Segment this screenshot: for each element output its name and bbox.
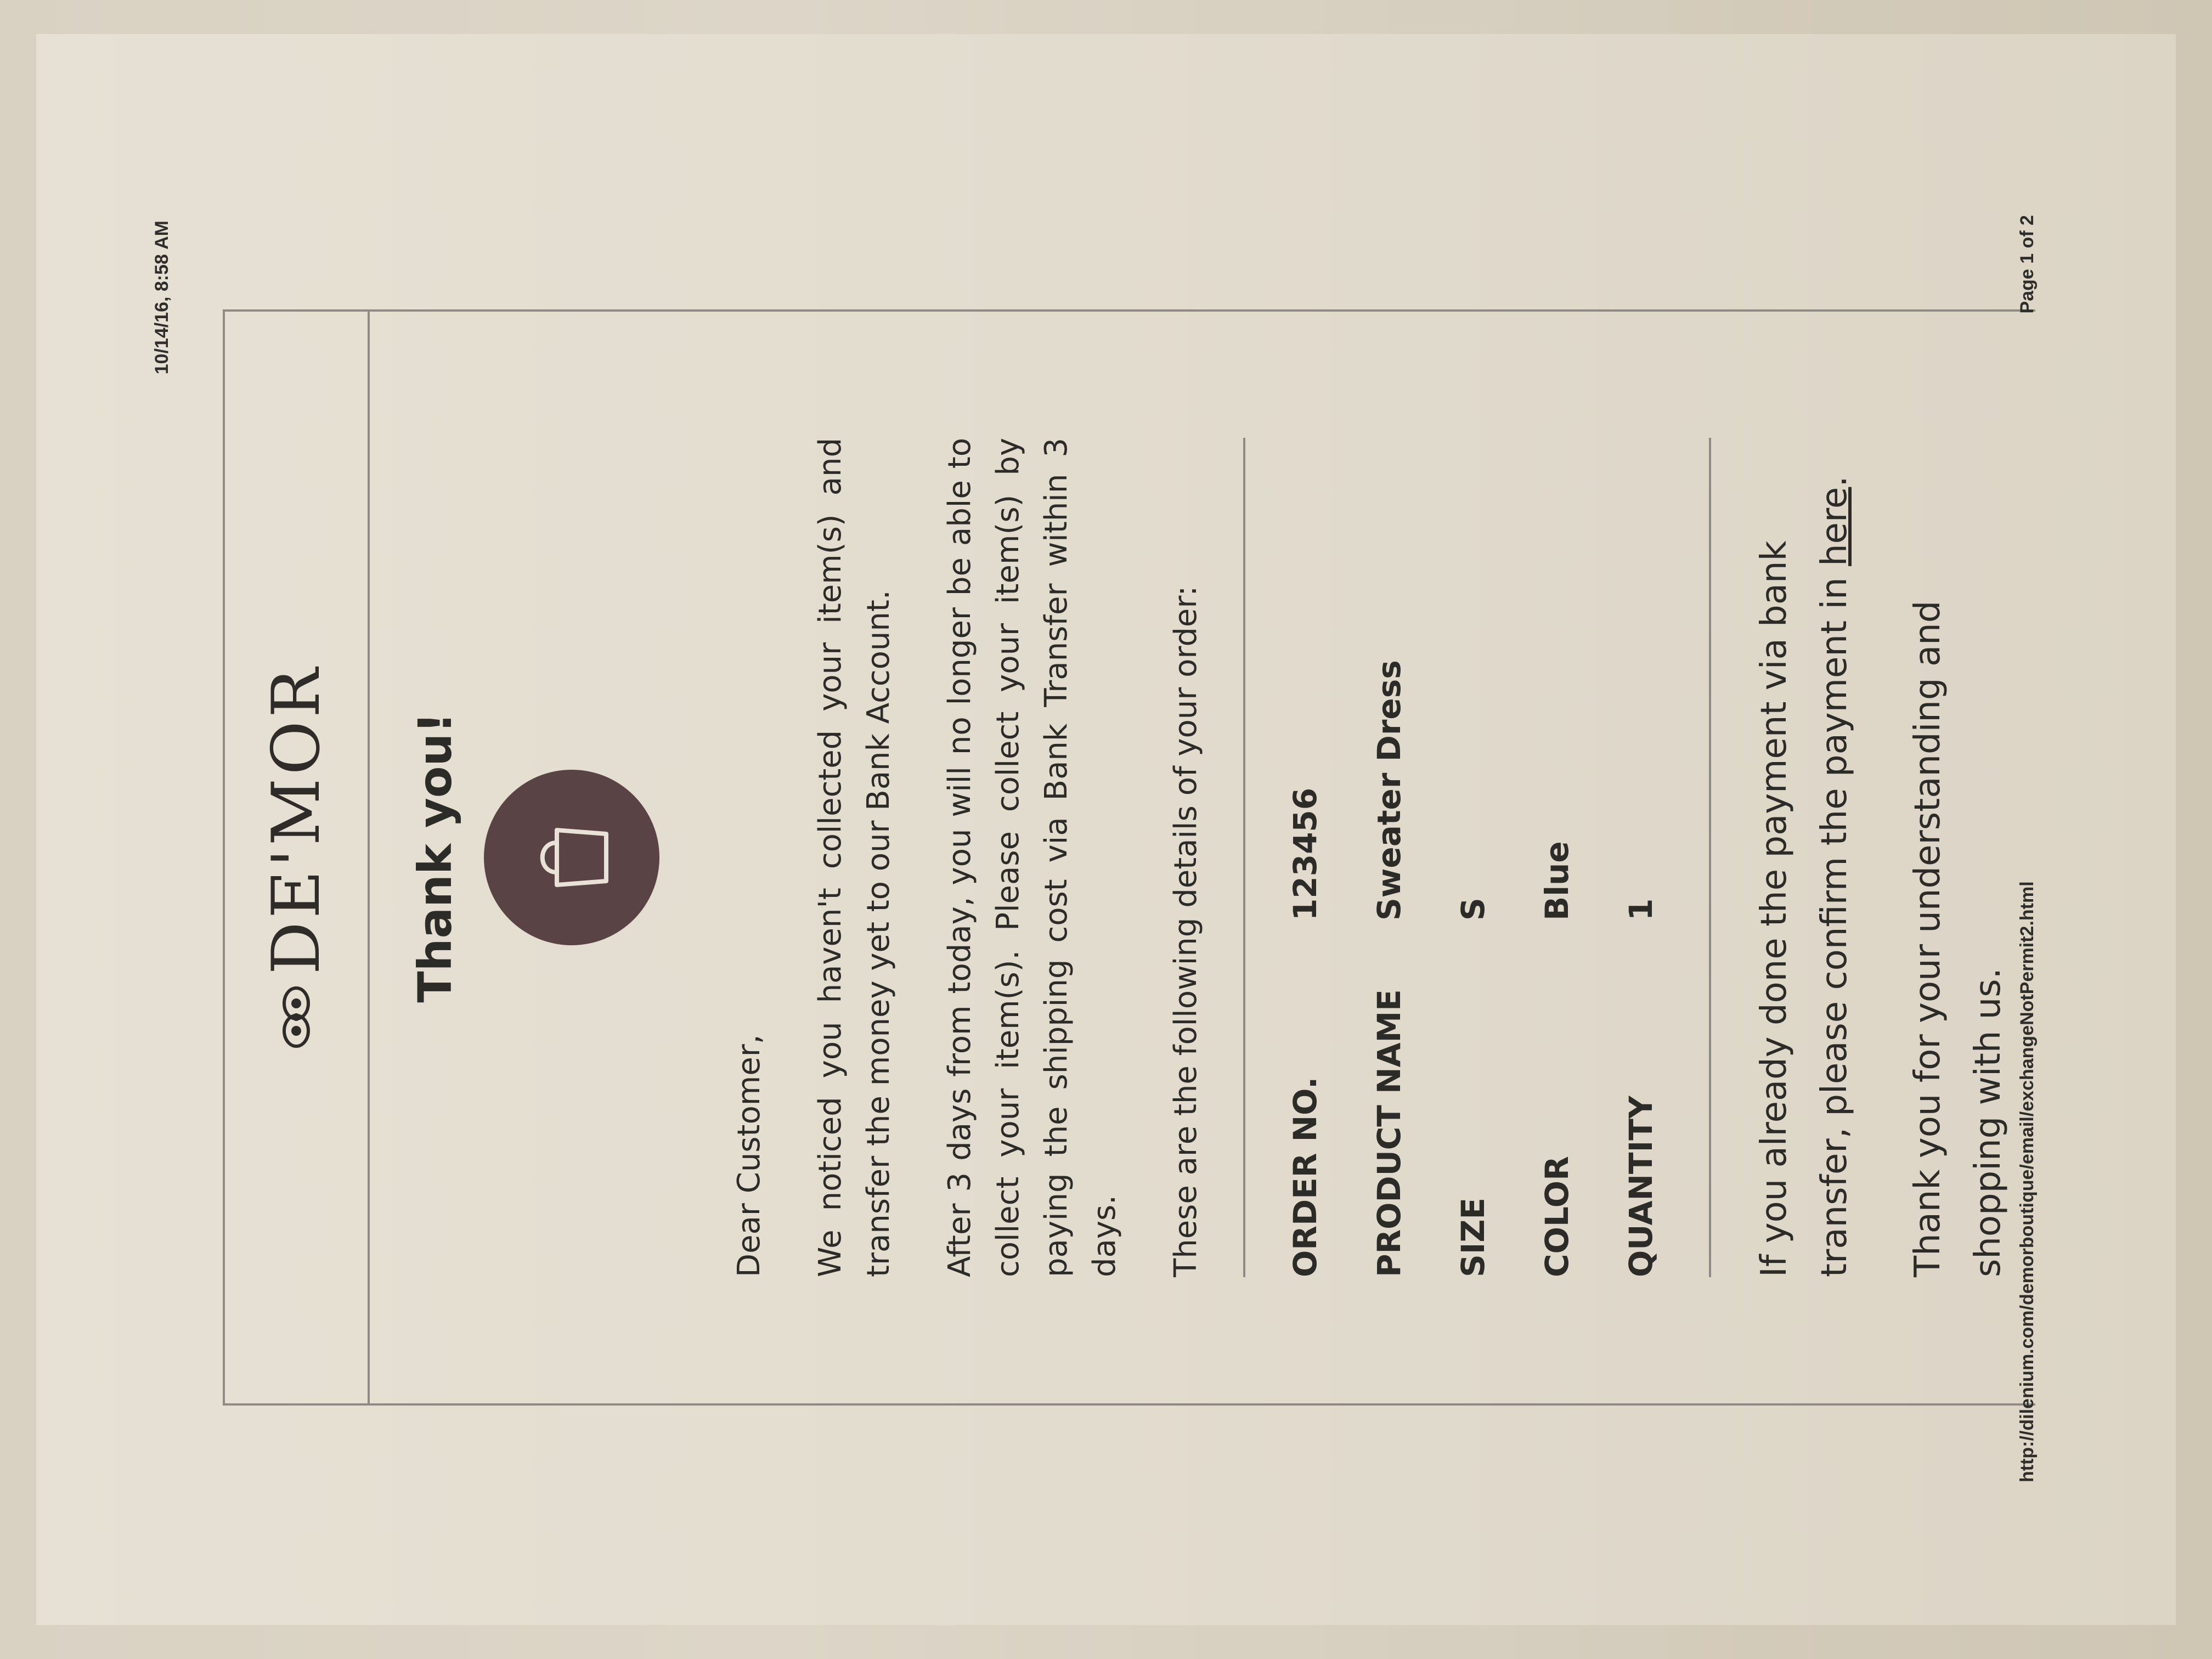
divider-top	[1243, 438, 1245, 1277]
paragraph-details-intro: These are the following details of your order:	[1168, 585, 1204, 1277]
detail-label: COLOR	[1538, 1156, 1576, 1277]
detail-row-order-no	[1286, 438, 1324, 1277]
closing	[1744, 438, 2018, 1277]
divider-bottom	[1709, 438, 1711, 1277]
detail-row-color	[1538, 438, 1576, 1277]
payment-confirmation-suffix: .	[1814, 476, 1855, 487]
detail-label: PRODUCT NAME	[1370, 989, 1408, 1277]
bag-badge	[484, 770, 659, 945]
detail-value: Sweater Dress	[1370, 660, 1408, 921]
print-url: http://dilenium.com/demorboutique/email/exchangeNotPermit2.html	[2017, 881, 2038, 1482]
payment-confirmation-text	[1744, 438, 1865, 1277]
detail-row-quantity	[1622, 438, 1660, 1277]
confirm-payment-link[interactable]: here	[1814, 487, 1855, 566]
email-body	[223, 309, 2035, 1406]
order-details	[1286, 438, 1660, 1277]
brand-logo[interactable]	[258, 665, 335, 1050]
thank-you-closing: Thank you for your understanding and shopping with us.	[1908, 600, 2008, 1277]
detail-value: 123456	[1286, 787, 1324, 921]
payment-confirmation-prefix: If you already done the payment via bank transfer, please confirm the payment in	[1754, 540, 1855, 1277]
detail-value: Blue	[1538, 841, 1576, 921]
email-header	[225, 312, 370, 1403]
print-timestamp: 10/14/16, 8:58 AM	[151, 221, 172, 375]
paragraph-uncollected: We noticed you haven't collected your item(s) and transfer the money yet to our Bank Account.	[812, 438, 896, 1277]
greeting: Dear Customer,	[731, 1034, 767, 1277]
message-content	[725, 312, 2018, 1403]
detail-label: SIZE	[1454, 1197, 1492, 1277]
detail-row-size	[1454, 438, 1492, 1277]
brand-emblem-icon	[272, 984, 321, 1050]
detail-row-product-name	[1370, 438, 1408, 1277]
shopping-bag-icon	[527, 816, 617, 899]
print-page-number: Page 1 of 2	[2017, 215, 2038, 314]
brand-name: DE'MOR	[258, 664, 335, 975]
detail-value: 1	[1622, 898, 1660, 921]
detail-label: QUANTITY	[1622, 1096, 1660, 1277]
printed-page	[36, 34, 2176, 1625]
thank-you-heading: Thank you!	[408, 712, 462, 1003]
detail-label: ORDER NO.	[1286, 1076, 1324, 1277]
detail-value: S	[1454, 898, 1492, 921]
paragraph-deadline: After 3 days from today, you will no longer be able to collect your item(s). Please collect your item(s) by paying the shipping cost via Bank Transfer within 3 days.	[942, 438, 1122, 1277]
